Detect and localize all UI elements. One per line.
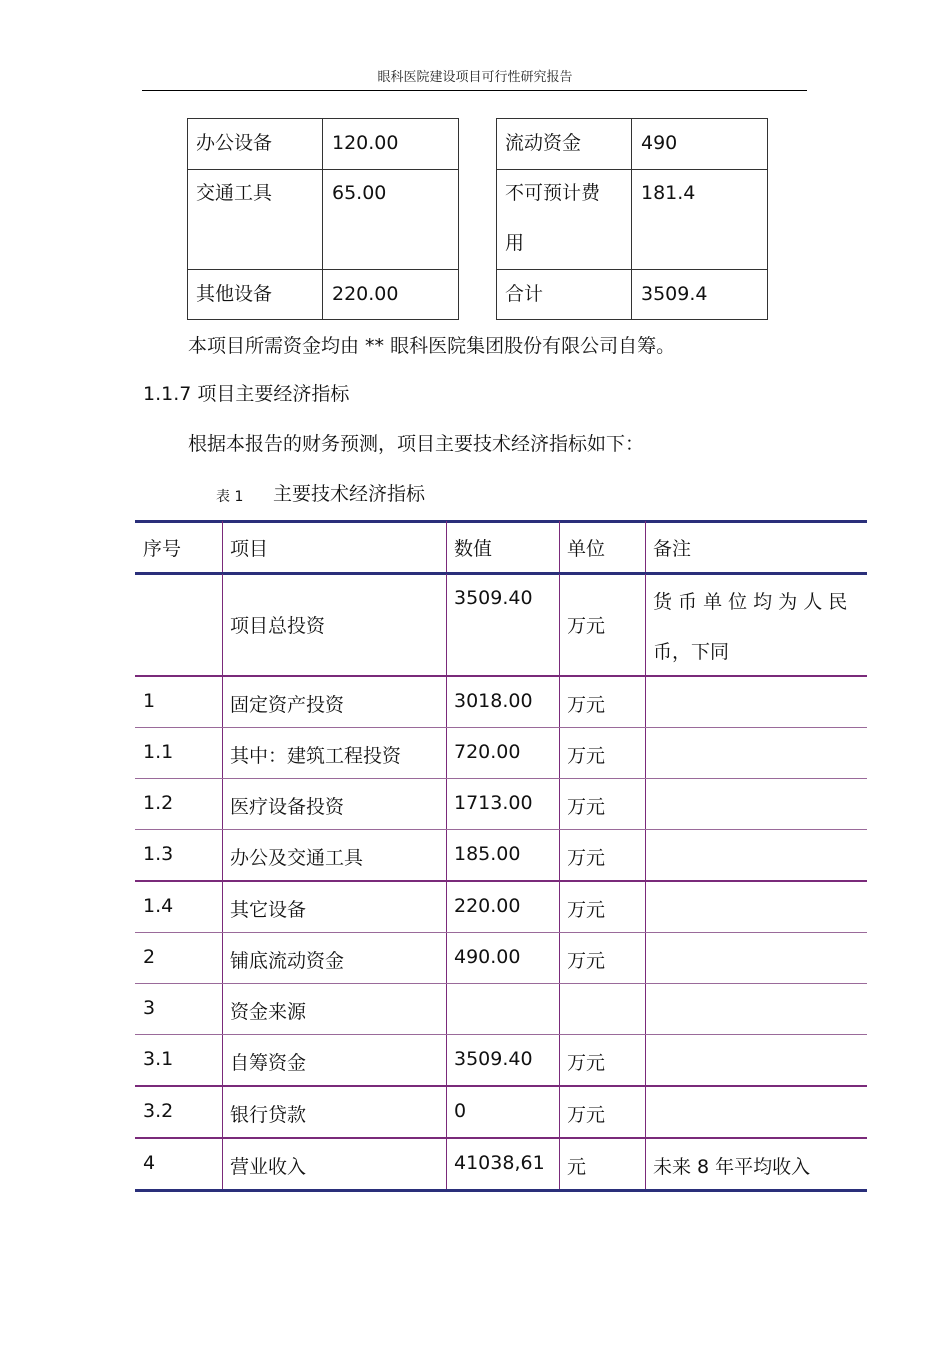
cell-no	[135, 882, 222, 932]
cell-value-text: 1713.00	[454, 792, 533, 814]
row-divider	[188, 269, 458, 270]
cell-no	[135, 1087, 222, 1137]
column-divider	[446, 1087, 447, 1137]
cell-no	[135, 779, 222, 829]
column-header	[559, 521, 645, 572]
table-row	[135, 779, 867, 829]
cell-note	[645, 574, 867, 675]
column-divider	[645, 830, 646, 880]
table-caption-number: 表 1	[216, 489, 244, 505]
investment-value: 120.00	[332, 132, 399, 154]
cell-no-text: 1.3	[143, 843, 174, 865]
cell-note	[645, 1139, 867, 1189]
investment-right-box	[496, 118, 768, 320]
cell-value	[446, 1035, 559, 1085]
table-row	[135, 1139, 867, 1189]
investment-value: 181.4	[641, 182, 696, 204]
cell-unit-text: 万元	[567, 796, 606, 818]
column-divider	[446, 728, 447, 778]
cell-unit-text: 万元	[567, 1052, 606, 1074]
column-header-text: 数值	[454, 538, 493, 560]
cell-item-text: 办公及交通工具	[230, 847, 364, 869]
column-divider	[645, 574, 646, 675]
cell-item-text: 自筹资金	[230, 1052, 307, 1074]
cell-no	[135, 933, 222, 983]
table-row	[135, 984, 867, 1034]
cell-no	[135, 677, 222, 727]
column-divider	[645, 521, 646, 572]
column-header	[446, 521, 559, 572]
cell-value	[446, 1087, 559, 1137]
cell-item	[222, 1087, 446, 1137]
investment-label: 交通工具	[196, 182, 273, 204]
column-divider	[222, 1035, 223, 1085]
table-row	[135, 677, 867, 727]
column-header-text: 单位	[567, 538, 606, 560]
table-row	[135, 1035, 867, 1085]
column-divider	[645, 882, 646, 932]
cell-note-text: 币，下同	[653, 641, 730, 663]
cell-no-text: 1.1	[143, 741, 174, 763]
investment-label: 办公设备	[196, 132, 273, 154]
column-divider	[446, 830, 447, 880]
table-row	[135, 574, 867, 675]
cell-value-text: 41038,61	[454, 1152, 545, 1174]
cell-item-text: 资金来源	[230, 1001, 307, 1023]
cell-value	[446, 1139, 559, 1189]
row-divider	[188, 169, 458, 170]
cell-unit	[559, 984, 645, 1034]
cell-unit	[559, 830, 645, 880]
cell-no	[135, 830, 222, 880]
header-rule	[142, 90, 807, 91]
cell-no	[135, 728, 222, 778]
page-header-title: 眼科医院建设项目可行性研究报告	[377, 70, 573, 85]
column-divider	[222, 933, 223, 983]
cell-note	[645, 882, 867, 932]
cell-unit	[559, 677, 645, 727]
cell-note	[645, 677, 867, 727]
column-divider	[222, 984, 223, 1034]
cell-item-text: 营业收入	[230, 1156, 307, 1178]
cell-no	[135, 1035, 222, 1085]
cell-no-text: 1.4	[143, 895, 174, 917]
cell-item-text: 其中：建筑工程投资	[230, 745, 402, 767]
table-rule	[135, 1189, 867, 1192]
cell-unit-text: 万元	[567, 694, 606, 716]
cell-value	[446, 830, 559, 880]
cell-note	[645, 933, 867, 983]
cell-unit	[559, 1139, 645, 1189]
cell-note	[645, 984, 867, 1034]
investment-label: 不可预计费	[505, 182, 601, 204]
cell-note	[645, 1087, 867, 1137]
cell-unit-text: 万元	[567, 615, 606, 637]
column-header	[645, 521, 867, 572]
column-divider	[322, 119, 323, 319]
cell-value-text: 720.00	[454, 741, 521, 763]
column-divider	[645, 677, 646, 727]
cell-value	[446, 933, 559, 983]
investment-value: 65.00	[332, 182, 387, 204]
cell-item	[222, 882, 446, 932]
row-divider	[497, 169, 767, 170]
column-divider	[222, 779, 223, 829]
cell-item	[222, 984, 446, 1034]
cell-item	[222, 830, 446, 880]
column-divider	[559, 1035, 560, 1085]
column-divider	[446, 677, 447, 727]
cell-value-text: 490.00	[454, 946, 521, 968]
column-divider	[645, 779, 646, 829]
row-divider	[497, 269, 767, 270]
cell-value-text: 220.00	[454, 895, 521, 917]
column-divider	[631, 119, 632, 319]
column-divider	[222, 830, 223, 880]
cell-no	[135, 984, 222, 1034]
cell-unit	[559, 574, 645, 675]
investment-table	[187, 118, 769, 320]
cell-value	[446, 882, 559, 932]
column-divider	[559, 779, 560, 829]
table-row	[135, 728, 867, 778]
cell-item-text: 铺底流动资金	[230, 950, 345, 972]
column-divider	[222, 521, 223, 572]
cell-unit	[559, 728, 645, 778]
cell-note	[645, 779, 867, 829]
column-divider	[222, 677, 223, 727]
cell-unit	[559, 933, 645, 983]
cell-note	[645, 728, 867, 778]
table-row	[135, 1087, 867, 1137]
cell-value	[446, 779, 559, 829]
column-divider	[222, 574, 223, 675]
column-divider	[446, 882, 447, 932]
column-divider	[559, 574, 560, 675]
cell-no	[135, 574, 222, 675]
column-divider	[559, 882, 560, 932]
investment-value: 220.00	[332, 283, 399, 305]
cell-value	[446, 574, 559, 675]
cell-no-text: 3	[143, 997, 156, 1019]
cell-item-text: 项目总投资	[230, 615, 326, 637]
cell-value	[446, 677, 559, 727]
cell-unit	[559, 1087, 645, 1137]
column-divider	[645, 1087, 646, 1137]
table-row	[135, 933, 867, 983]
column-divider	[559, 521, 560, 572]
cell-no-text: 1.2	[143, 792, 174, 814]
investment-value: 3509.4	[641, 283, 708, 305]
column-divider	[559, 728, 560, 778]
cell-item	[222, 779, 446, 829]
cell-value-text: 3018.00	[454, 690, 533, 712]
column-header	[222, 521, 446, 572]
investment-left-box	[187, 118, 459, 320]
cell-note-text: 货 币 单 位 均 为 人 民	[653, 591, 848, 613]
column-header-text: 项目	[230, 538, 269, 560]
column-divider	[559, 677, 560, 727]
column-divider	[645, 933, 646, 983]
table-row	[135, 882, 867, 932]
cell-value-text: 3509.40	[454, 1048, 533, 1070]
cell-value	[446, 728, 559, 778]
cell-unit-text: 万元	[567, 899, 606, 921]
investment-value: 490	[641, 132, 678, 154]
cell-note-text: 未来 8 年平均收入	[653, 1156, 811, 1178]
cell-no-text: 2	[143, 946, 156, 968]
column-divider	[645, 1139, 646, 1189]
column-divider	[446, 574, 447, 675]
investment-label: 合计	[505, 283, 544, 305]
cell-value-text: 0	[454, 1100, 467, 1122]
cell-value-text: 3509.40	[454, 587, 533, 609]
cell-item	[222, 677, 446, 727]
column-divider	[222, 728, 223, 778]
cell-value	[446, 984, 559, 1034]
cell-unit-text: 万元	[567, 950, 606, 972]
cell-note	[645, 830, 867, 880]
intro-paragraph: 根据本报告的财务预测，项目主要技术经济指标如下：	[188, 433, 645, 455]
column-divider	[446, 1139, 447, 1189]
cell-unit	[559, 1035, 645, 1085]
cell-unit	[559, 779, 645, 829]
cell-item-text: 固定资产投资	[230, 694, 345, 716]
cell-item	[222, 1139, 446, 1189]
cell-item-text: 其它设备	[230, 899, 307, 921]
column-divider	[559, 984, 560, 1034]
column-divider	[446, 521, 447, 572]
column-header-text: 序号	[143, 538, 182, 560]
cell-item	[222, 574, 446, 675]
column-divider	[446, 1035, 447, 1085]
cell-item-text: 医疗设备投资	[230, 796, 345, 818]
column-divider	[559, 933, 560, 983]
column-divider	[446, 933, 447, 983]
column-divider	[645, 1035, 646, 1085]
column-header	[135, 521, 222, 572]
cell-item	[222, 728, 446, 778]
cell-no-text: 3.2	[143, 1100, 174, 1122]
cell-item-text: 银行贷款	[230, 1104, 307, 1126]
cell-item	[222, 1035, 446, 1085]
column-divider	[559, 1139, 560, 1189]
cell-unit	[559, 882, 645, 932]
cell-unit-text: 元	[567, 1156, 587, 1178]
column-divider	[222, 1139, 223, 1189]
investment-label: 流动资金	[505, 132, 582, 154]
cell-unit-text: 万元	[567, 745, 606, 767]
investment-label: 其他设备	[196, 283, 273, 305]
column-divider	[559, 830, 560, 880]
table-header-row	[135, 521, 867, 572]
column-divider	[446, 779, 447, 829]
column-divider	[559, 1087, 560, 1137]
cell-no-text: 3.1	[143, 1048, 174, 1070]
column-header-text: 备注	[653, 538, 692, 560]
cell-unit-text: 万元	[567, 847, 606, 869]
cell-item	[222, 933, 446, 983]
column-divider	[446, 984, 447, 1034]
cell-no-text: 4	[143, 1152, 156, 1174]
cell-unit-text: 万元	[567, 1104, 606, 1126]
column-divider	[645, 728, 646, 778]
cell-value-text: 185.00	[454, 843, 521, 865]
section-heading: 1.1.7 项目主要经济指标	[143, 383, 350, 405]
column-divider	[645, 984, 646, 1034]
column-divider	[222, 1087, 223, 1137]
investment-label-continued: 用	[505, 232, 525, 254]
cell-no	[135, 1139, 222, 1189]
cell-no-text: 1	[143, 690, 156, 712]
cell-note	[645, 1035, 867, 1085]
column-divider	[222, 882, 223, 932]
table-row	[135, 830, 867, 880]
table-caption: 主要技术经济指标	[273, 483, 426, 505]
funding-note: 本项目所需资金均由 ** 眼科医院集团股份有限公司自筹。	[188, 335, 676, 357]
